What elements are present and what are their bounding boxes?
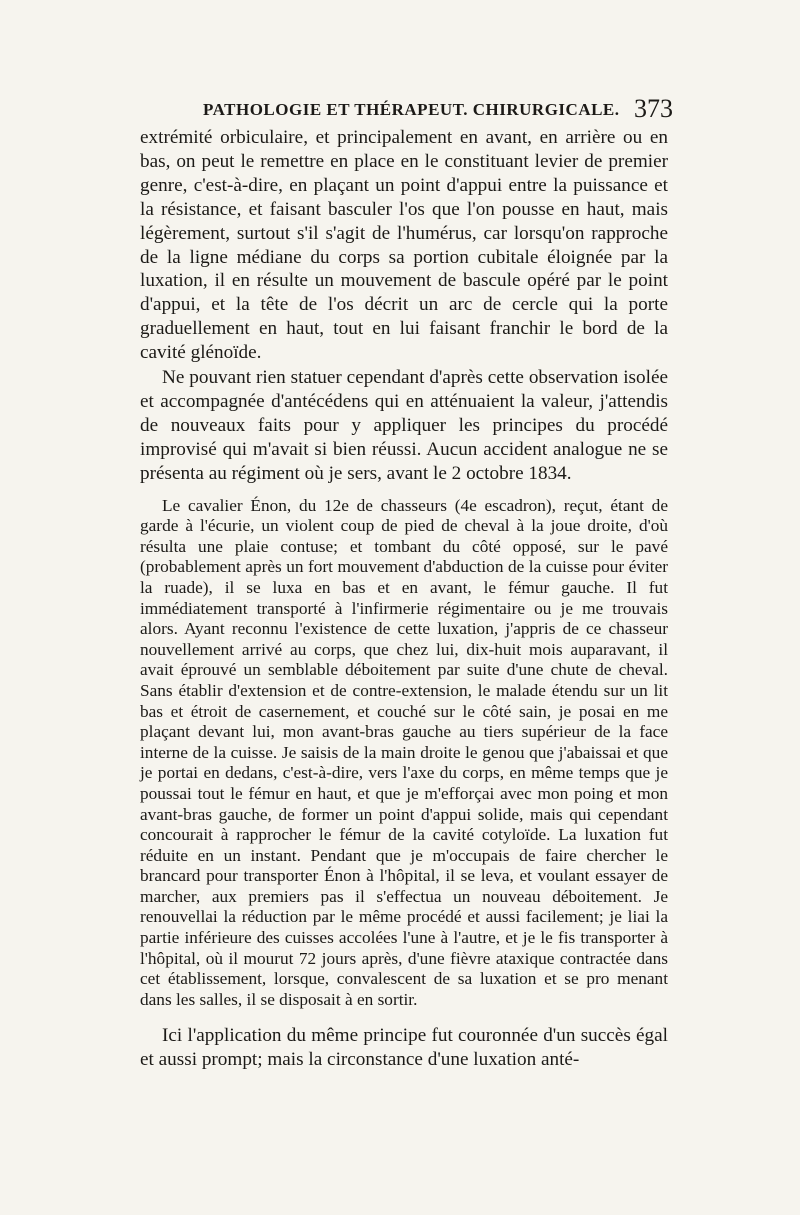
- page-header: [203, 96, 673, 124]
- paragraph-continuation: extrémité orbiculaire, et principalement en avant, en arrière ou en bas, on peut le remettre en place en le constituant levier de premier genre, c'est-à-dire, en plaçant un point d'appui entre la puissance et la résistance, et faisant basculer l'os que l'on pousse en haut, mais légèrement, surtout s'il s'agit de l'humérus, car lorsqu'on rapproche de la ligne médiane du corps sa portion cubitale éloignée par la luxation, il en résulte un mouvement de bascule opéré par le point d'appui, et la tête de l'os décrit un arc de cercle qui la porte graduellement en haut, tout en lui faisant franchir le bord de la cavité glénoïde.: [140, 127, 668, 364]
- running-title: PATHOLOGIE ET THÉRAPEUT. CHIRURGICALE.: [203, 100, 620, 119]
- paragraph-case-report: Le cavalier Énon, du 12e de chasseurs (4e escadron), reçut, étant de garde à l'écurie, un violent coup de pied de cheval à la joue droite, d'où résulta une plaie contuse; et tombant du côté opposé, sur le pavé (probablement après un fort mouvement d'abduction de la cuisse pour éviter la ruade), il se luxa en bas et en avant, le fémur gauche. Il fut immédiatement transporté à l'infirmerie régimentaire ou je me trouvais alors. Ayant reconnu l'existence de cette luxation, j'appris de ce chasseur nouvellement arrivé au corps, que chez lui, dix-huit mois auparavant, il avait éprouvé un semblable déboitement par suite d'une chute de cheval. Sans établir d'extension et de contre-extension, le malade étendu sur un lit bas et étroit de casernement, et couché sur le côté sain, je posai en me plaçant devant lui, mon avant-bras gauche au tiers supérieur de la face interne de la cuisse. Je saisis de la main droite le genou que j'abaissai et que je portai en dedans, c'est-à-dire, vers l'axe du corps, en même temps que je poussai tout le fémur en haut, et que je m'efforçai avec mon poing et mon avant-bras gauche, de former un point d'appui solide, mais qui cependant concourait à rapprocher le fémur de la cavité cotyloïde. La luxation fut réduite en un instant. Pendant que je m'occupais de faire chercher le brancard pour transporter Énon à l'hôpital, il se leva, et voulant essayer de marcher, aux premiers pas il s'effectua un nouveau déboitement. Je renouvellai la réduction par le même procédé et aussi facilement; je liai la partie inférieure des cuisses accolées l'une à l'autre, et je le fis transporter à l'hôpital, où il mourut 72 jours après, d'une fièvre ataxique contractée dans cet établissement, lorsque, convalescent de sa luxation et se pro menant dans les salles, il se disposait à en sortir.: [140, 495, 668, 1009]
- page-body: [140, 126, 668, 1072]
- paragraph-observation: Ne pouvant rien statuer cependant d'après cette observation isolée et accompagnée d'antécédens qui en atténuaient la valeur, j'attendis de nouveaux faits pour y appliquer les principes du procédé improvisé qui m'avait si bien réussi. Aucun accident analogue ne se présenta au régiment où je sers, avant le 2 octobre 1834.: [140, 367, 668, 484]
- paragraph-conclusion: Ici l'application du même principe fut couronnée d'un succès égal et aussi prompt; mais la circonstance d'une luxation anté-: [140, 1025, 668, 1071]
- page-number: 373: [634, 94, 673, 123]
